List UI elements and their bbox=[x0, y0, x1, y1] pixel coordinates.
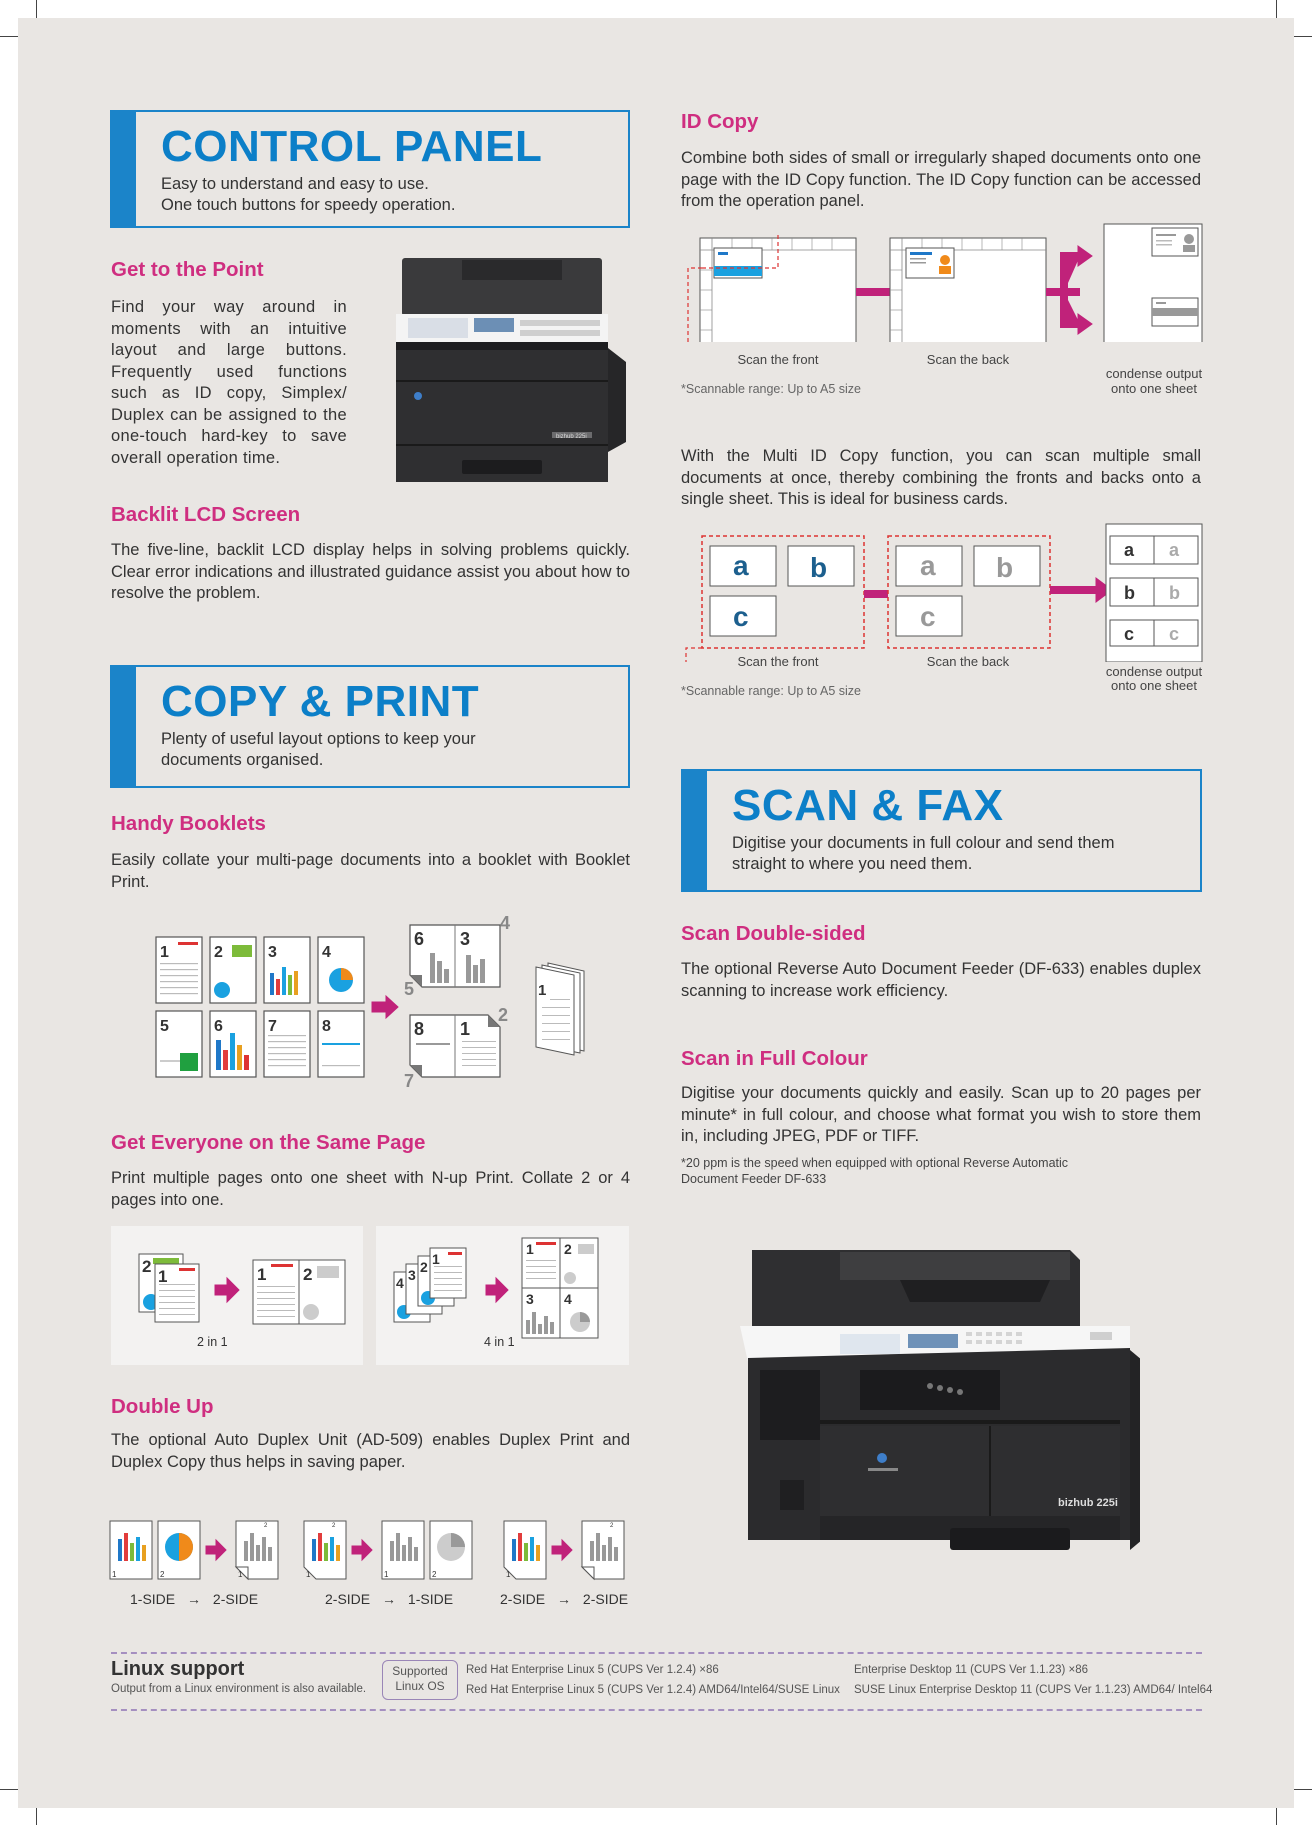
multi-condense-caption bbox=[1094, 665, 1214, 693]
caption-line: condense output bbox=[1105, 664, 1203, 679]
card-letter: a bbox=[920, 550, 936, 581]
brand-label: bizhub 225i bbox=[556, 434, 587, 440]
crop-mark bbox=[1276, 0, 1277, 18]
page-number: 1 bbox=[538, 982, 547, 999]
card-letter: b bbox=[996, 552, 1014, 583]
linux-support-subtitle: Output from a Linux environment is also available. bbox=[111, 1683, 367, 1695]
id-scan-front-caption: Scan the front bbox=[737, 352, 819, 367]
page-number: 1 bbox=[257, 1265, 267, 1284]
front-cards bbox=[710, 546, 854, 636]
crop-mark bbox=[1276, 1807, 1277, 1825]
linux-os-item: SUSE Linux Enterprise Desktop 11 (CUPS Ver 1.1.23) AMD64/ Intel64 bbox=[854, 1684, 1213, 1696]
page-number: 2 bbox=[142, 1257, 152, 1276]
page-number: 4 bbox=[322, 944, 331, 961]
card-letter: c bbox=[733, 601, 749, 632]
page-number: 1 bbox=[238, 1570, 243, 1579]
duplex-2side-2side bbox=[504, 1521, 624, 1579]
arrow-right-icon bbox=[372, 996, 398, 1018]
page-number: 7 bbox=[404, 1071, 415, 1090]
subtitle-line: Digitise your documents in full colour and send them bbox=[732, 834, 1115, 852]
side-to: 2-SIDE bbox=[212, 1591, 259, 1607]
printer-image-small bbox=[392, 252, 632, 488]
badge-line: Linux OS bbox=[395, 1679, 445, 1693]
crop-mark bbox=[36, 0, 37, 18]
crop-mark bbox=[1294, 36, 1312, 37]
arrow-right-icon: → bbox=[187, 1591, 202, 1607]
duplex-label-1 bbox=[130, 1591, 258, 1607]
caption-line: condense output bbox=[1105, 366, 1203, 381]
page-number: 4 bbox=[564, 1291, 572, 1307]
page-number: 1 bbox=[160, 944, 169, 961]
page-number: 2 bbox=[610, 1523, 614, 1529]
multi-id-diagram bbox=[680, 522, 1206, 662]
multi-range-note: *Scannable range: Up to A5 size bbox=[681, 684, 861, 698]
get-to-point-text: Find your way around in moments with an intuitive layout and large buttons. Frequently used functions such as ID copy, Simplex/ Duplex can be assigned to the one-touch hard-key to save overall operation time. bbox=[111, 298, 347, 467]
handy-booklets-text: Easily collate your multi-page documents into a booklet with Booklet Print. bbox=[111, 851, 630, 891]
copy-print-header bbox=[110, 665, 630, 788]
card-letter: b bbox=[1169, 583, 1180, 603]
card-letter: c bbox=[1124, 624, 1135, 644]
side-from: 2-SIDE bbox=[500, 1591, 546, 1607]
heading-scan-double-sided: Scan Double-sided bbox=[681, 922, 866, 945]
page-number: 3 bbox=[526, 1291, 534, 1307]
duplex-label-3 bbox=[500, 1591, 628, 1607]
nup-4in1-diagram bbox=[376, 1226, 629, 1365]
page-number: 6 bbox=[214, 1018, 223, 1035]
id-scan-back-caption: Scan the back bbox=[926, 352, 1010, 367]
duplex-label-2 bbox=[325, 1591, 453, 1607]
linux-support-title: Linux support bbox=[111, 1658, 245, 1680]
footer-divider bbox=[111, 1652, 1202, 1654]
multi-scan-back-caption: Scan the back bbox=[926, 654, 1010, 669]
linux-os-item: Enterprise Desktop 11 (CUPS Ver 1.1.23) ×86 bbox=[854, 1664, 1089, 1676]
nup-4in1-label: 4 in 1 bbox=[484, 1335, 515, 1349]
page-number: 1 bbox=[306, 1570, 311, 1579]
booklet-output bbox=[536, 963, 584, 1055]
side-to: 2-SIDE bbox=[582, 1591, 629, 1607]
section-subtitle bbox=[161, 729, 476, 771]
heading-id-copy: ID Copy bbox=[681, 110, 759, 133]
double-up-text: The optional Auto Duplex Unit (AD-509) enables Duplex Print and Duplex Copy thus helps in saving paper. bbox=[111, 1431, 630, 1471]
page-number: 7 bbox=[268, 1018, 277, 1035]
page-number: 5 bbox=[160, 1018, 169, 1035]
section-title: SCAN & FAX bbox=[732, 781, 1004, 830]
section-subtitle bbox=[161, 174, 455, 216]
scan-double-sided-text: The optional Reverse Auto Document Feeder (DF-633) enables duplex scanning to increase work efficiency. bbox=[681, 960, 1201, 1000]
arrow-right-icon bbox=[352, 1540, 372, 1560]
subtitle-line: documents organised. bbox=[161, 751, 324, 769]
page-number: 2 bbox=[432, 1570, 437, 1579]
subtitle-line: One touch buttons for speedy operation. bbox=[161, 196, 456, 214]
page-number: 2 bbox=[160, 1570, 165, 1579]
arrow-right-icon: → bbox=[557, 1591, 572, 1607]
arrow-right-icon bbox=[552, 1540, 572, 1560]
same-page-text: Print multiple pages onto one sheet with N-up Print. Collate 2 or 4 pages into one. bbox=[111, 1169, 630, 1209]
page-number: 8 bbox=[322, 1018, 331, 1035]
card-letter: a bbox=[1169, 540, 1180, 560]
page-number: 2 bbox=[498, 1005, 509, 1025]
page-number: 4 bbox=[500, 915, 511, 933]
heading-handy-booklets: Handy Booklets bbox=[111, 812, 266, 835]
footer-divider bbox=[111, 1709, 1202, 1711]
card-letter: b bbox=[1124, 583, 1135, 603]
card-letter: a bbox=[1124, 540, 1135, 560]
scan-back-bed bbox=[890, 238, 1046, 342]
printer-image-large bbox=[740, 1240, 1140, 1580]
duplex-2side-1side bbox=[304, 1521, 472, 1579]
page-number: 2 bbox=[420, 1259, 428, 1275]
page-number: 1 bbox=[432, 1251, 440, 1267]
note-line: *20 ppm is the speed when equipped with optional Reverse Automatic bbox=[681, 1156, 1069, 1170]
heading-same-page: Get Everyone on the Same Page bbox=[111, 1131, 426, 1154]
badge-line: Supported bbox=[392, 1664, 448, 1678]
page-number: 1 bbox=[158, 1267, 168, 1286]
heading-double-up: Double Up bbox=[111, 1395, 214, 1418]
brand-label: bizhub 225i bbox=[1058, 1497, 1118, 1509]
page-number: 1 bbox=[506, 1570, 511, 1579]
speed-note bbox=[681, 1155, 1068, 1187]
nup-2in1-diagram bbox=[111, 1226, 363, 1365]
linux-os-item: Red Hat Enterprise Linux 5 (CUPS Ver 1.2.4) AMD64/Intel64/SUSE Linux bbox=[466, 1684, 840, 1696]
side-from: 1-SIDE bbox=[130, 1591, 176, 1607]
crop-mark bbox=[0, 36, 18, 37]
page-number: 2 bbox=[332, 1523, 336, 1529]
nup-2in1-label: 2 in 1 bbox=[197, 1335, 228, 1349]
crop-mark bbox=[0, 1789, 18, 1790]
scan-front-bed bbox=[688, 232, 856, 342]
scan-full-colour-text: Digitise your documents quickly and easily. Scan up to 20 pages per minute* in full colour, and choose what format you wish to store them in, including JPEG, PDF or TIFF. bbox=[681, 1084, 1201, 1145]
page-number: 3 bbox=[460, 929, 471, 949]
booklet-sheet-a bbox=[404, 915, 510, 999]
subtitle-line: Plenty of useful layout options to keep your bbox=[161, 730, 476, 748]
section-title: COPY & PRINT bbox=[161, 677, 480, 726]
back-cards bbox=[896, 546, 1040, 636]
backlit-lcd-text: The five-line, backlit LCD display helps in solving problems quickly. Clear error indications and illustrated guidance assist you about how to resolve the problem. bbox=[111, 541, 630, 602]
id-range-note: *Scannable range: Up to A5 size bbox=[681, 382, 861, 396]
side-to: 1-SIDE bbox=[407, 1591, 454, 1607]
scan-fax-header bbox=[681, 769, 1202, 892]
note-line: Document Feeder DF-633 bbox=[681, 1172, 827, 1186]
page-number: 3 bbox=[268, 944, 277, 961]
booklet-diagram bbox=[150, 915, 600, 1090]
page-grid bbox=[156, 937, 364, 1077]
linux-os-item: Red Hat Enterprise Linux 5 (CUPS Ver 1.2.4) ×86 bbox=[466, 1664, 719, 1676]
page-number: 3 bbox=[408, 1267, 416, 1283]
booklet-sheet-b bbox=[404, 1005, 508, 1090]
page-number: 2 bbox=[564, 1241, 572, 1257]
heading-scan-full-colour: Scan in Full Colour bbox=[681, 1047, 868, 1070]
caption-line: onto one sheet bbox=[1110, 678, 1198, 693]
card-letter: a bbox=[733, 550, 749, 581]
arrow-right-icon bbox=[215, 1278, 239, 1302]
heading-backlit-lcd: Backlit LCD Screen bbox=[111, 503, 301, 526]
subtitle-line: Easy to understand and easy to use. bbox=[161, 175, 429, 193]
id-copy-diagram bbox=[680, 222, 1206, 342]
page-number: 1 bbox=[526, 1241, 534, 1257]
output-sheet bbox=[1104, 224, 1202, 342]
crop-mark bbox=[1294, 1789, 1312, 1790]
multi-scan-front-caption: Scan the front bbox=[737, 654, 819, 669]
side-from: 2-SIDE bbox=[325, 1591, 371, 1607]
page-number: 1 bbox=[460, 1019, 471, 1039]
id-condense-caption bbox=[1094, 366, 1214, 396]
arrow-right-icon bbox=[206, 1540, 226, 1560]
card-letter: c bbox=[1169, 624, 1180, 644]
page-number: 5 bbox=[404, 979, 415, 999]
crop-mark bbox=[36, 1807, 37, 1825]
id-copy-text: Combine both sides of small or irregularly shaped documents onto one page with the ID Copy function. The ID Copy function can be accessed from the operation panel. bbox=[681, 149, 1201, 210]
arrow-right-icon: → bbox=[382, 1591, 397, 1607]
page-number: 1 bbox=[112, 1570, 117, 1579]
supported-linux-badge bbox=[382, 1660, 458, 1700]
page-number: 6 bbox=[414, 929, 425, 949]
caption-line: onto one sheet bbox=[1110, 381, 1198, 396]
multi-id-text: With the Multi ID Copy function, you can scan multiple small documents at once, thereby combining the fronts and backs onto a single sheet. This is ideal for business cards. bbox=[681, 447, 1201, 508]
page-number: 8 bbox=[414, 1019, 425, 1039]
section-title: CONTROL PANEL bbox=[161, 122, 543, 171]
section-subtitle bbox=[732, 833, 1114, 875]
control-panel-header bbox=[110, 110, 630, 228]
subtitle-line: straight to where you need them. bbox=[732, 855, 973, 873]
page-number: 2 bbox=[214, 944, 223, 961]
arrow-right-icon bbox=[486, 1278, 508, 1302]
card-letter: c bbox=[920, 601, 936, 632]
card-letter: b bbox=[810, 552, 828, 583]
page-number: 4 bbox=[396, 1275, 404, 1291]
multi-output-sheet bbox=[1106, 524, 1202, 662]
heading-get-to-point: Get to the Point bbox=[111, 258, 264, 281]
page-number: 2 bbox=[264, 1523, 268, 1529]
page-number: 2 bbox=[303, 1265, 313, 1284]
duplex-1side-2side bbox=[110, 1521, 278, 1579]
page-number: 1 bbox=[384, 1570, 389, 1579]
